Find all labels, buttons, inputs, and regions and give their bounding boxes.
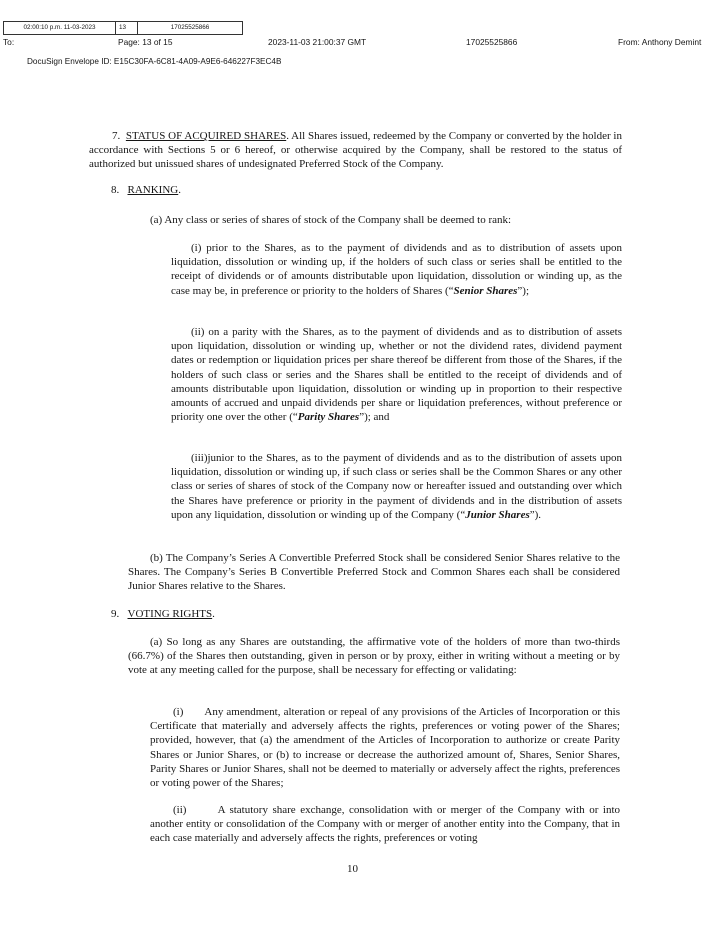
section-9-heading: VOTING RIGHTS xyxy=(127,608,213,620)
section-8-heading-period: . xyxy=(178,184,181,196)
fax-from: From: Anthony Demint xyxy=(618,37,702,47)
section-8-i-paragraph xyxy=(171,241,622,298)
section-8-ii-paragraph xyxy=(171,325,622,424)
section-8-i-text: (i) prior to the Shares, as to the payment of dividends and as to distribution of assets upon liquidation, dissolution or winding up, if the holders of such class or series shall be entitled to the receipt of dividends or of amounts distributable upon liquidation, dissolution or winding up, as the case may be, in preference or priority to the holders of Shares (“ xyxy=(171,242,622,297)
section-8b-paragraph: (b) The Company’s Series A Convertible Preferred Stock shall be considered Senior Shares relative to the Shares. The Company’s Series B Convertible Preferred Stock and Common Shares each shall be considered Junior Shares relative to the Shares. xyxy=(128,552,620,593)
section-9-heading-line xyxy=(111,607,311,621)
fax-timestamp: 2023-11-03 21:00:37 GMT xyxy=(268,37,367,47)
section-8-heading-line xyxy=(111,183,311,197)
section-8-heading: RANKING xyxy=(127,184,179,196)
fax-stamp-box xyxy=(3,21,243,35)
section-9-heading-period: . xyxy=(212,608,215,620)
section-8-number: 8. xyxy=(111,184,120,196)
section-9-ii-paragraph: (ii) A statutory share exchange, consolidation with or merger of the Company with or into another entity or consolidation of the Company with or merger of another entity into the Company, that in each case materially and adversely affects the rights, preferences or voting xyxy=(150,804,620,845)
section-8-i-end: ”); xyxy=(517,284,530,297)
docusign-envelope-id: DocuSign Envelope ID: E15C30FA-6C81-4A09-A9E6-646227F3EC4B xyxy=(27,57,282,66)
section-8-iii-end: ”). xyxy=(529,508,542,521)
fax-stamp-page: 13 xyxy=(116,22,138,34)
senior-shares-term: Senior Shares xyxy=(453,284,518,297)
section-7-heading: STATUS OF ACQUIRED SHARES xyxy=(125,130,287,142)
fax-page-info: Page: 13 of 15 xyxy=(118,37,173,47)
parity-shares-term: Parity Shares xyxy=(297,411,360,424)
page-number: 10 xyxy=(347,863,358,875)
section-7-text: . All Shares issued, redeemed by the Company or converted by the holder in accordance with Sections 5 or 6 hereof, or otherwise acquired by the Company, shall be restored to the status of authorized but unissued shares of undesignated Preferred Stock of the Company. xyxy=(89,130,622,171)
fax-stamp-number: 17025525866 xyxy=(170,24,210,31)
junior-shares-term: Junior Shares xyxy=(465,508,530,521)
section-8-iii-paragraph xyxy=(171,451,622,522)
section-8-ii-text: (ii) on a parity with the Shares, as to the payment of dividends and as to distribution of assets upon liquidation, dissolution or winding up, whether or not the dividend rates, dividend payment dates or redemption or liquidation prices per share thereof be different from those of the Shares, if the holders of such class or series and the Shares shall be entitled to the receipt of dividends and of amounts distributable upon liquidation, dissolution or winding up in proportion to their respective amounts of accrued and unpaid dividends per share or liquidation preferences, without preference or priority one over the other (“ xyxy=(171,326,622,424)
fax-to-label: To: xyxy=(3,37,15,47)
section-8-ii-end: ”); and xyxy=(359,411,390,424)
section-9-number: 9. xyxy=(111,608,120,620)
section-9a-paragraph: (a) So long as any Shares are outstanding, the affirmative vote of the holders of more than two-thirds (66.7%) of the Shares then outstanding, given in person or by proxy, either in writing without a meeting or by vote at any meeting called for the purpose, shall be necessary for effecting or validating: xyxy=(128,636,620,677)
section-8a-paragraph: (a) Any class or series of shares of stock of the Company shall be deemed to rank: xyxy=(150,214,512,226)
fax-header-line xyxy=(0,37,720,48)
fax-number: 17025525866 xyxy=(466,37,518,47)
section-7-paragraph xyxy=(89,129,622,172)
section-9-i-paragraph: (i) Any amendment, alteration or repeal of any provisions of the Articles of Incorporation or this Certificate that materially and adversely affects the rights, preferences or voting power of the Shares; provided, however, that (a) the amendment of the Articles of Incorporation to authorize or create Parity Shares or Junior Shares, or (b) to increase or decrease the authorized amount of, Shares, Senior Shares, Parity Shares or Junior Shares, shall not be deemed to materially or adversely affect the rights, preferences or voting power of the Shares; xyxy=(150,706,620,790)
section-7-number: 7. xyxy=(112,130,121,142)
fax-stamp-datetime: 02:00:10 p.m. 11-03-2023 xyxy=(4,22,116,34)
section-8-iii-text: (iii)junior to the Shares, as to the payment of dividends and as to the distribution of assets upon liquidation, dissolution or winding up, if such class or series shall be the Common Shares or any other class or series of shares of stock of the Company now or hereafter issued and outstanding over which the Shares have preference or priority in the payment of dividends and in the distribution of assets upon any liquidation, dissolution or winding up of the Company (“ xyxy=(171,452,622,521)
